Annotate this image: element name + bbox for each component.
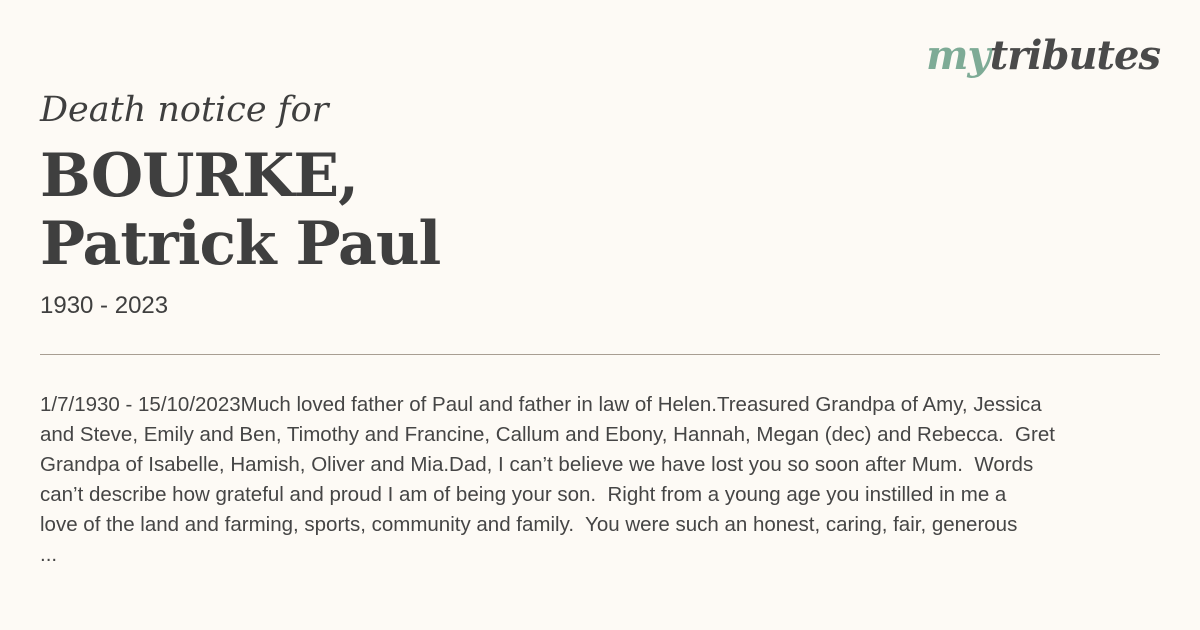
notice-line: Grandpa of Isabelle, Hamish, Oliver and Mia.Dad, I can’t believe we have lost you so soon after Mum. Words	[40, 453, 1034, 476]
notice-ellipsis: ...	[40, 543, 58, 566]
surname: BOURKE,	[40, 141, 359, 211]
notice-body	[40, 390, 1160, 570]
notice-intro: Death notice for	[40, 90, 329, 130]
notice-line: 1/7/1930 - 15/10/2023Much loved father of Paul and father in law of Helen.Treasured Grandpa of Amy, Jessica	[40, 393, 1042, 416]
logo-my: my	[926, 32, 990, 79]
mytributes-logo[interactable]	[926, 32, 1160, 79]
divider	[40, 354, 1160, 355]
life-years: 1930 - 2023	[40, 292, 169, 319]
notice-line: can’t describe how grateful and proud I am of being your son. Right from a young age you instilled in me a	[40, 483, 1007, 506]
notice-line: and Steve, Emily and Ben, Timothy and Francine, Callum and Ebony, Hannah, Megan (dec) and Rebecca. Gret	[40, 423, 1055, 446]
deceased-name	[40, 142, 440, 278]
logo-tributes: tributes	[989, 32, 1160, 79]
given-names: Patrick Paul	[40, 209, 441, 279]
notice-line: love of the land and farming, sports, community and family. You were such an honest, caring, fair, generous	[40, 513, 1018, 536]
